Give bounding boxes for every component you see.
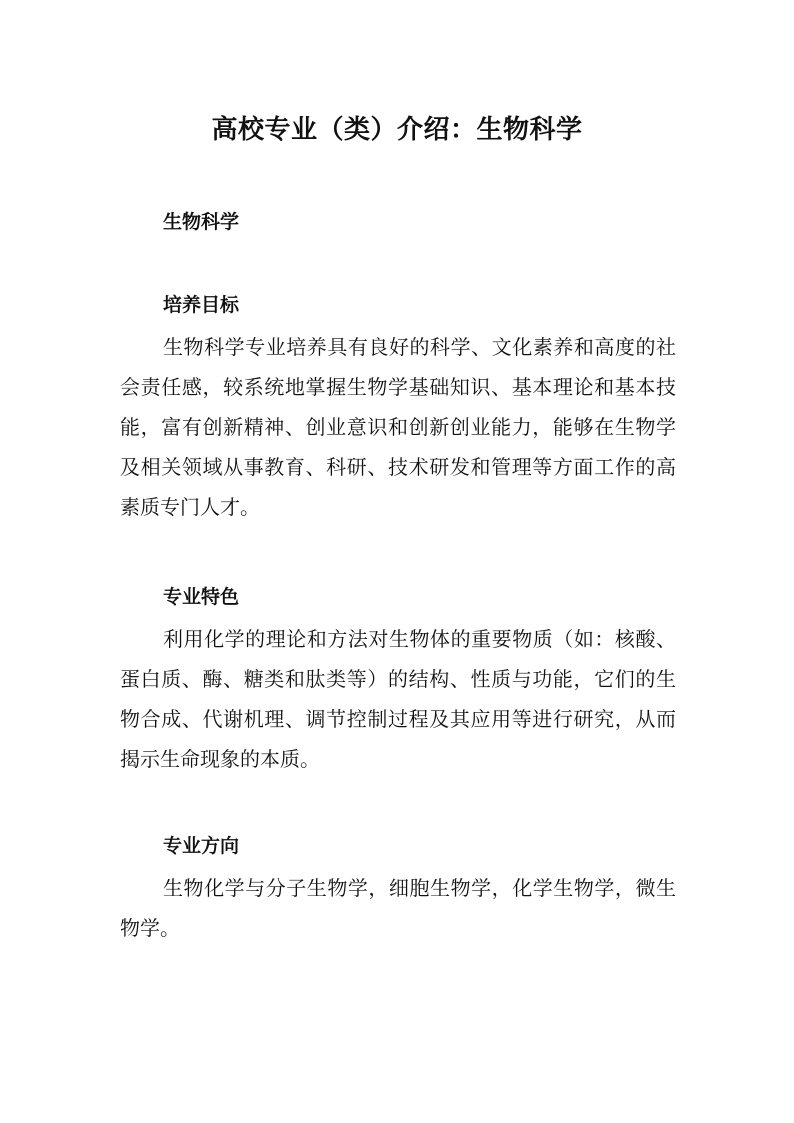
section-body-features: 利用化学的理论和方法对生物体的重要物质（如：核酸、蛋白质、酶、糖类和肽类等）的结构、性质与功能，它们的生物合成、代谢机理、调节控制过程及其应用等进行研究，从而揭示生命现象的本质。 bbox=[120, 627, 676, 771]
section-heading-directions: 专业方向 bbox=[163, 835, 240, 857]
document-title: 高校专业（类）介绍：生物科学 bbox=[211, 115, 583, 145]
section-body-directions: 生物化学与分子生物学，细胞生物学，化学生物学，微生物学。 bbox=[120, 876, 676, 940]
subject-heading: 生物科学 bbox=[163, 211, 240, 233]
section-heading-training-goals: 培养目标 bbox=[163, 294, 240, 316]
section-body-training-goals: 生物科学专业培养具有良好的科学、文化素养和高度的社会责任感，较系统地掌握生物学基础知识、基本理论和基本技能，富有创新精神、创业意识和创新创业能力，能够在生物学及相关领域从事教育、科研、技术研发和管理等方面工作的高素质专门人才。 bbox=[120, 335, 676, 519]
section-heading-features: 专业特色 bbox=[163, 586, 240, 608]
